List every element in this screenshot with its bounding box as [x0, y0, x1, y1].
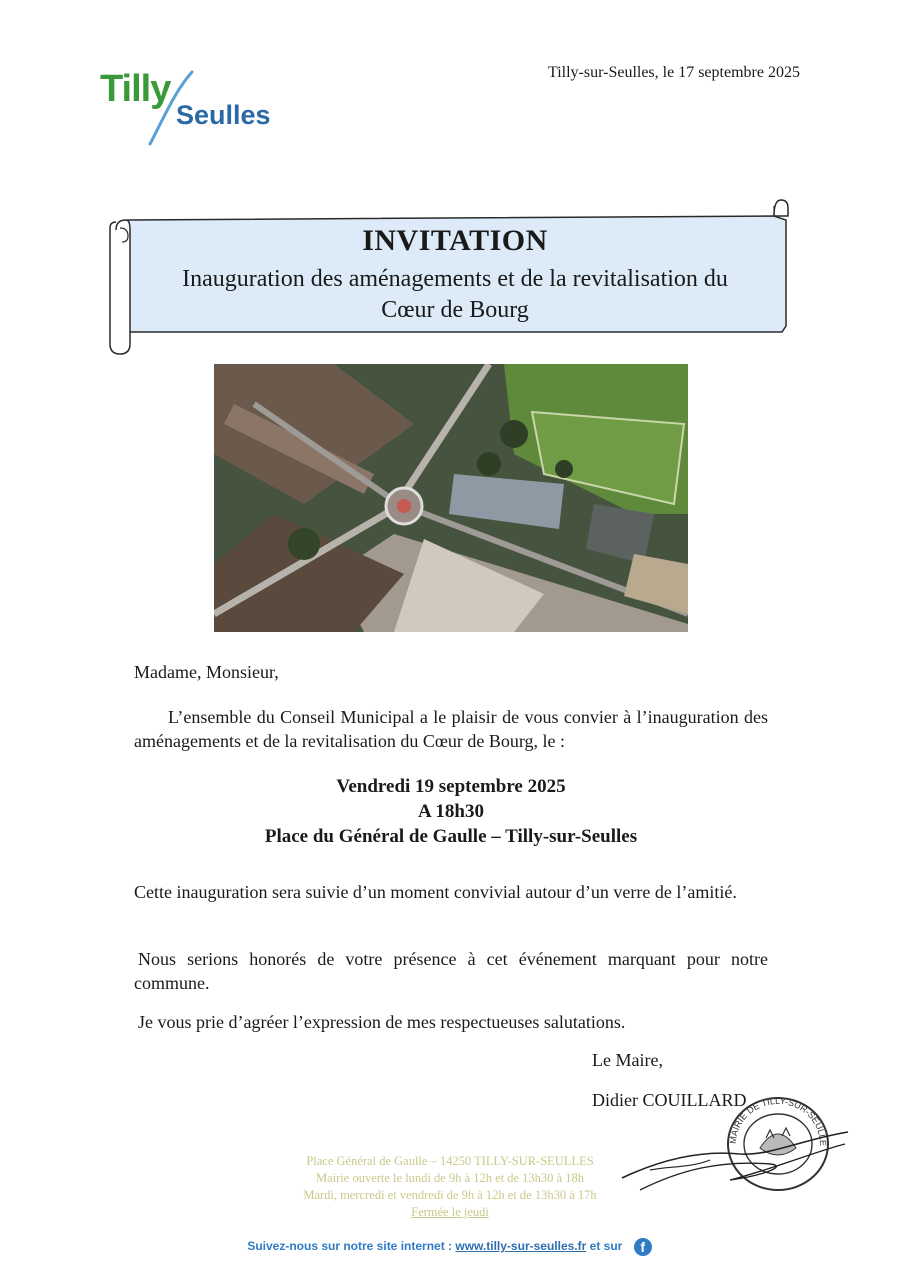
logo-tilly-text: Tilly [100, 68, 171, 110]
footer-prefix: Suivez-nous sur notre site internet : [247, 1239, 453, 1254]
invitation-subtitle [130, 264, 780, 326]
letter-paragraph-3: Nous serions honorés de votre présence à cet événement marquant pour notre commune. [134, 949, 768, 993]
aerial-photo-drawing [214, 364, 688, 632]
aerial-town-photo [214, 364, 688, 632]
subtitle-line-2: Cœur de Bourg [381, 297, 529, 323]
signatory-title: Le Maire, [592, 1050, 663, 1070]
footer-suffix: et sur [589, 1239, 623, 1254]
event-date: Vendredi 19 septembre 2025 [336, 776, 566, 797]
facebook-icon[interactable]: f [634, 1238, 652, 1256]
letter-paragraph-2: Cette inauguration sera suivie d’un moment convivial autour d’un verre de l’amitié. [134, 882, 737, 902]
footer [0, 1238, 899, 1256]
event-time: A 18h30 [418, 801, 484, 822]
letter-date: Tilly-sur-Seulles, le 17 septembre 2025 [548, 64, 800, 81]
stamp-text: MAIRIE DE TILLY-SUR-SEULLE [727, 1095, 829, 1147]
signatory-name: Didier COUILLARD [592, 1090, 747, 1110]
subtitle-line-1: Inauguration des aménagements et de la revitalisation du [182, 266, 728, 292]
mairie-hours-weekdays: Mardi, mercredi et vendredi de 9h à 12h et de 13h30 à 17h [303, 1188, 597, 1202]
logo-seulles-text: Seulles [176, 100, 271, 130]
website-link[interactable]: www.tilly-sur-seulles.fr [455, 1239, 587, 1254]
event-place: Place du Général de Gaulle – Tilly-sur-Seulles [264, 826, 638, 847]
tilly-seulles-logo [96, 68, 296, 148]
mairie-hours-monday: Mairie ouverte le lundi de 9h à 12h et de 13h30 à 18h [316, 1171, 584, 1185]
mairie-contact-info [240, 1153, 660, 1221]
mairie-closed-day: Fermée le jeudi [411, 1205, 489, 1219]
invitation-title: INVITATION [362, 224, 548, 257]
letter-closing: Je vous prie d’agréer l’expression de mes respectueuses salutations. [138, 1012, 626, 1032]
letter-paragraph-1: L’ensemble du Conseil Municipal a le plaisir de vous convier à l’inauguration des aménagements et de la revitalisation du Cœur de Bourg, le : [134, 707, 768, 751]
mairie-address: Place Général de Gaulle – 14250 TILLY-SUR-SEULLES [306, 1154, 594, 1168]
invitation-banner [106, 198, 794, 358]
letter-greeting: Madame, Monsieur, [134, 662, 279, 682]
